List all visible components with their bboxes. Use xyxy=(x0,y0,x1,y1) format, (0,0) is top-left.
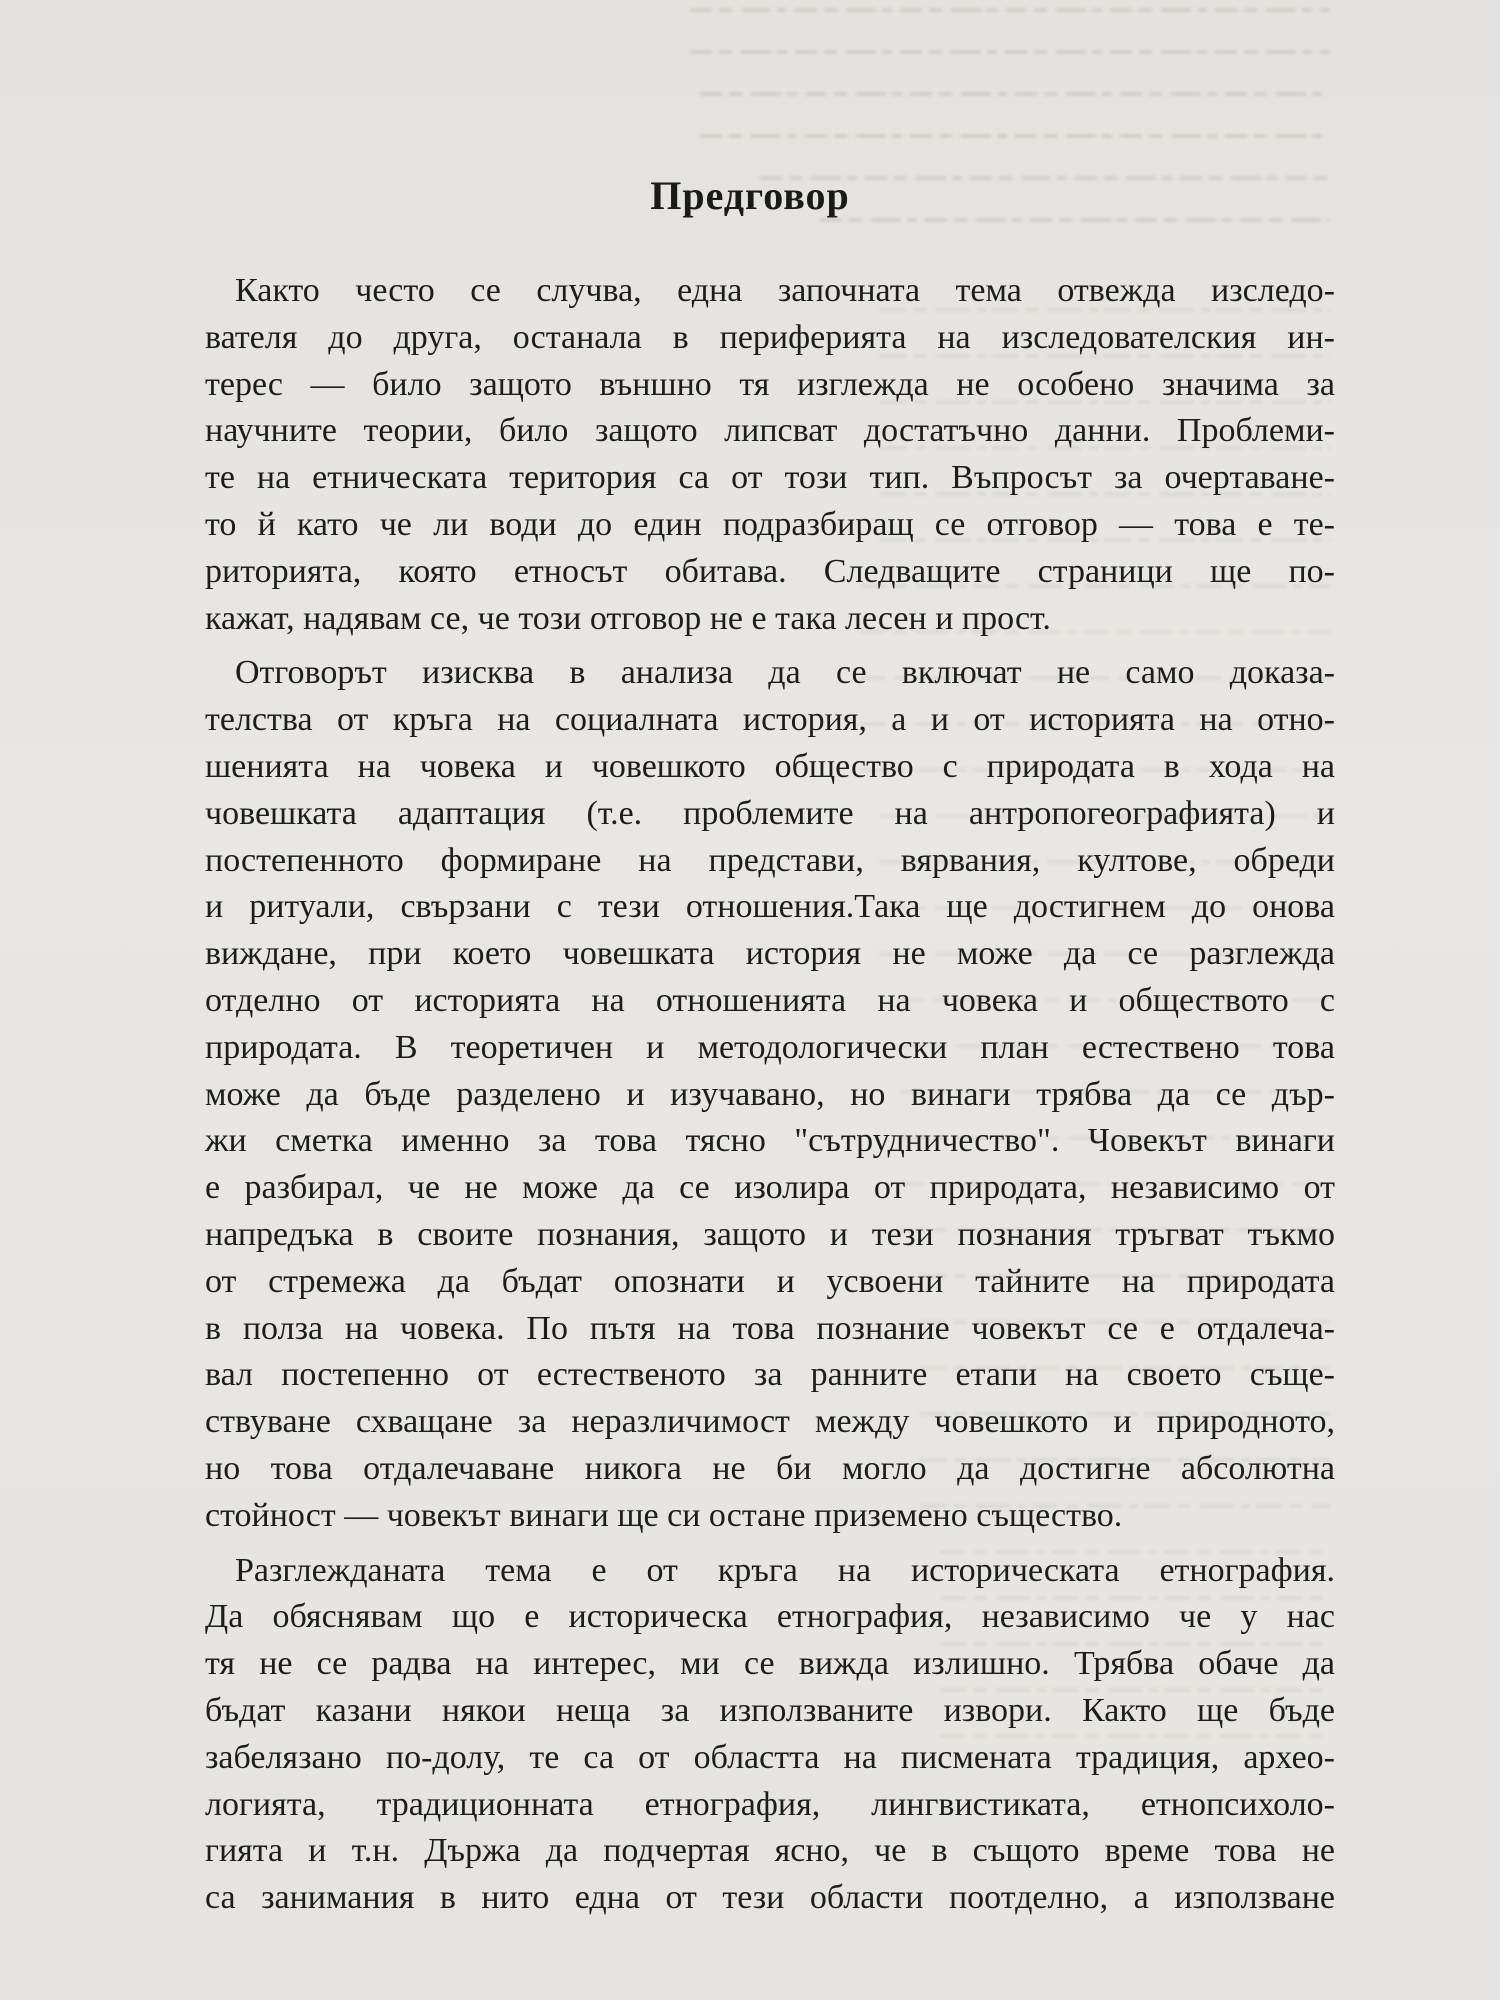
text-line: бъдат казани някои неща за използваните извори. Както ще бъде xyxy=(205,1691,1335,1729)
page-title: Предговор xyxy=(650,173,850,218)
text-line: постепенното формиране на представи, вярвания, култове, обреди xyxy=(205,841,1335,879)
text-line: шенията на човека и човешкото общество с природата в хода на xyxy=(205,747,1335,785)
text-line: телства от кръга на социалната история, а и от историята на отно- xyxy=(205,701,1335,739)
text-line: вал постепенно от естественото за ранните етапи на своето съще- xyxy=(205,1356,1335,1394)
text-line: в полза на човека. По пътя на това познание човекът се е отдалеча- xyxy=(205,1309,1335,1347)
text-line: е разбирал, че не може да се изолира от природата, независимо от xyxy=(205,1169,1335,1207)
text-line: те на етническата територия са от този тип. Въпросът за очертаване- xyxy=(205,459,1335,497)
text-line: жи сметка именно за това тясно "сътрудничество". Човекът винаги xyxy=(205,1122,1335,1160)
text-line: Разглежданата тема е от кръга на историческата етнография. xyxy=(235,1551,1335,1589)
text-line: стойност — човекът винаги ще си остане приземено същество. xyxy=(205,1496,1123,1534)
text-line: напредъка в своите познания, защото и тези познания тръгват тъкмо xyxy=(205,1215,1335,1253)
text-line: виждане, при което човешката история не може да се разглежда xyxy=(205,935,1335,973)
text-line: от стремежа да бъдат опознати и усвоени тайните на природата xyxy=(205,1262,1335,1300)
body-text xyxy=(205,268,1335,1922)
text-line: терес — било защото външно тя изглежда не особено значима за xyxy=(205,365,1335,403)
text-line: риторията, която етносът обитава. Следващите страници ще по- xyxy=(205,552,1335,590)
text-line: тя не се радва на интерес, ми се вижда излишно. Трябва обаче да xyxy=(205,1645,1335,1683)
text-line: и ритуали, свързани с тези отношения.Така ще достигнем до онова xyxy=(205,888,1335,926)
text-line: гията и т.н. Държа да подчертая ясно, че в същото време това не xyxy=(205,1832,1335,1870)
text-line: но това отдалечаване никога не би могло да достигне абсолютна xyxy=(205,1449,1335,1487)
text-line: Както често се случва, една започната тема отвежда изследо- xyxy=(235,272,1335,309)
text-line: отделно от историята на отношенията на човека и обществото с xyxy=(205,981,1335,1019)
text-line: научните теории, било защото липсват достатъчно данни. Проблеми- xyxy=(205,412,1335,450)
text-line: забелязано по-долу, те са от областта на писмената традиция, архео- xyxy=(205,1738,1335,1776)
text-line: вателя до друга, останала в периферията на изследователския ин- xyxy=(205,318,1335,356)
text-line: кажат, надявам се, че този отговор не е така лесен и прост. xyxy=(205,599,1051,637)
text-line: Отговорът изисква в анализа да се включат не само доказа- xyxy=(235,654,1335,692)
text-line: логията, традиционната етнография, лингвистиката, етнопсихоло- xyxy=(205,1785,1335,1823)
text-line: ствуване схващане за неразличимост между човешкото и природното, xyxy=(205,1403,1335,1441)
text-line: са занимания в нито една от тези области поотделно, а използване xyxy=(205,1879,1335,1917)
text-line: човешката адаптация (т.е. проблемите на антропогеографията) и xyxy=(205,794,1335,832)
text-line: може да бъде разделено и изучавано, но винаги трябва да се дър- xyxy=(205,1075,1335,1113)
text-line: Да обяснявам що е историческа етнография, независимо че у нас xyxy=(205,1598,1335,1636)
text-line: то й като че ли води до един подразбиращ се отговор — това е те- xyxy=(205,505,1335,543)
text-line: природата. В теоретичен и методологически план естествено това xyxy=(205,1028,1335,1066)
